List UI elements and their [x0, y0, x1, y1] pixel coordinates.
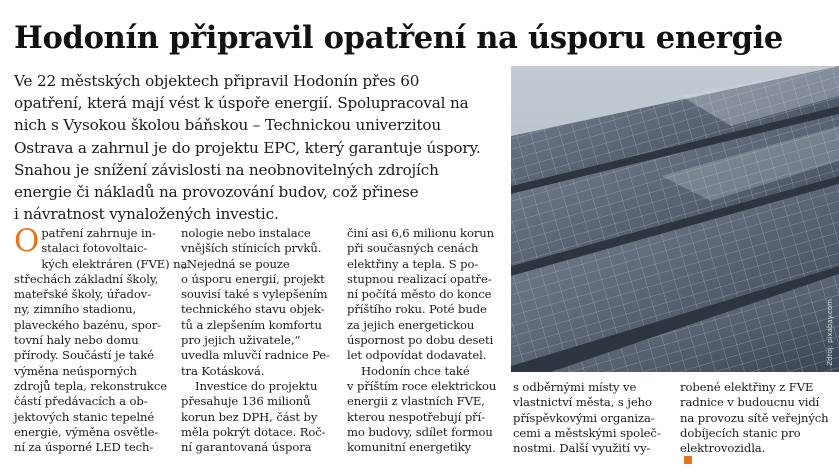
column-line: s odběrnými místy ve: [513, 380, 637, 394]
column-line: cemi a městskými společ-: [513, 425, 661, 440]
column-line: [680, 441, 838, 464]
column-line: vlastnictví města, s jeho: [513, 395, 652, 410]
column-line: pro jejich uživatele,“: [181, 333, 301, 348]
column-line: nologie nebo instalace: [181, 226, 311, 240]
column-line: v příštím roce elektrickou: [347, 378, 497, 393]
lead-line: nich s Vysokou školou báňskou – Technickou univerzitou: [14, 116, 442, 135]
column-line: energii z vlastních FVE,: [347, 394, 485, 409]
column-line: energie, výměna osvětle-: [14, 424, 159, 439]
column-line: nostmi. Další využití vy-: [513, 441, 651, 456]
column-line: tovní haly nebo domu: [14, 333, 139, 348]
column-line: „Nejedná se pouze: [181, 256, 290, 271]
column-line: příspěvkovými organiza-: [513, 410, 655, 425]
column-line: Hodonín chce také: [361, 363, 470, 378]
column-line: ní garantovaná úspora: [181, 440, 312, 455]
column-line: ní za úsporné LED tech-: [14, 440, 154, 455]
column-line: výměna neúsporných: [14, 363, 137, 378]
column-line: stupnou realizací opatře-: [347, 271, 492, 286]
column-line: tů a zlepšením komfortu: [181, 317, 322, 332]
column-line: souvisí také s vylepšením: [181, 287, 328, 302]
column-line: ní počítá město do konce: [347, 287, 492, 302]
column-line: úspornost po dobu deseti: [347, 333, 494, 348]
column-line: technického stavu objek-: [181, 302, 325, 317]
column-line: kých elektráren (FVE) na: [41, 256, 188, 271]
lead-line: opatření, která mají vést k úspoře energií. Spolupracoval na: [14, 94, 469, 113]
column-line: při současných cenách: [347, 241, 479, 256]
column-line: ny, zimního stadionu,: [14, 302, 137, 317]
column-line: Investice do projektu: [195, 378, 318, 393]
lead-line: energie či nákladů na provozování budov, což přinese: [14, 183, 419, 202]
headline: Hodonín připravil opatření na úsporu energie: [14, 20, 784, 56]
column-line: vnějších stínicích prvků.: [181, 241, 322, 256]
column-line: činí asi 6,6 milionu korun: [347, 226, 495, 240]
column-line: komunitní energetiky: [347, 440, 472, 455]
column-line: o úsporu energií, projekt: [181, 271, 325, 286]
lead-line: Snahou je snížení závislosti na neobnovitelných zdrojích: [14, 160, 439, 179]
lead-line: Ve 22 městských objektech připravil Hodonín přes 60: [14, 72, 420, 90]
column-line: příštího roku. Poté bude: [347, 302, 487, 317]
column-line: mo budovy, sdílet formou: [347, 424, 493, 439]
column-line: jektových stanic tepelné: [14, 409, 155, 424]
column-5: [680, 380, 838, 464]
column-line: let odpovídat dodavatel.: [347, 348, 487, 363]
column-line: robené elektřiny z FVE: [680, 380, 814, 394]
solar-panels-photo: [511, 66, 839, 372]
column-3: [347, 226, 507, 455]
end-of-article-marker: [684, 456, 692, 464]
column-line: střechách základní školy,: [14, 271, 159, 286]
column-line: korun bez DPH, část by: [181, 409, 318, 424]
column-line: kterou nespotřebují pří-: [347, 409, 486, 424]
column-line-text: elektrovozidla.: [680, 441, 766, 456]
column-line: mateřské školy, úřadov-: [14, 287, 152, 302]
column-line: měla pokrýt dotace. Roč-: [181, 424, 326, 439]
column-line: přírody. Součástí je také: [14, 348, 154, 363]
column-line: za jejich energetickou: [347, 317, 475, 332]
column-line: částí předávacích a ob-: [14, 394, 148, 409]
solar-panels-illustration: [511, 66, 839, 372]
column-line: zdrojů tepla, rekonstrukce: [14, 378, 168, 393]
drop-cap: O: [14, 223, 40, 259]
column-line: tra Kotásková.: [181, 363, 265, 378]
column-line: plaveckého bazénu, spor-: [14, 317, 161, 332]
column-line: radnice v budoucnu vidí: [680, 395, 820, 410]
column-line: dobíjecích stanic pro: [680, 425, 801, 440]
column-line: elektřiny a tepla. S po-: [347, 256, 479, 271]
lead-line: i návratnost vynaložených investic.: [14, 205, 279, 224]
column-2: [181, 226, 341, 455]
column-1: [14, 223, 188, 455]
column-4: [513, 380, 673, 456]
column-line: na provozu sítě veřejných: [680, 410, 829, 425]
lead-line: Ostrava a zahrnul je do projektu EPC, který garantuje úspory.: [14, 138, 481, 157]
lead-paragraph: [14, 70, 500, 225]
column-line: uvedla mluvčí radnice Pe-: [181, 348, 330, 363]
column-line: patření zahrnuje in-: [41, 226, 156, 240]
column-line: stalaci fotovoltaic-: [41, 241, 148, 256]
column-line: přesahuje 136 milionů: [181, 394, 311, 409]
photo-credit: Zdroj: pixabay.com: [826, 299, 834, 366]
